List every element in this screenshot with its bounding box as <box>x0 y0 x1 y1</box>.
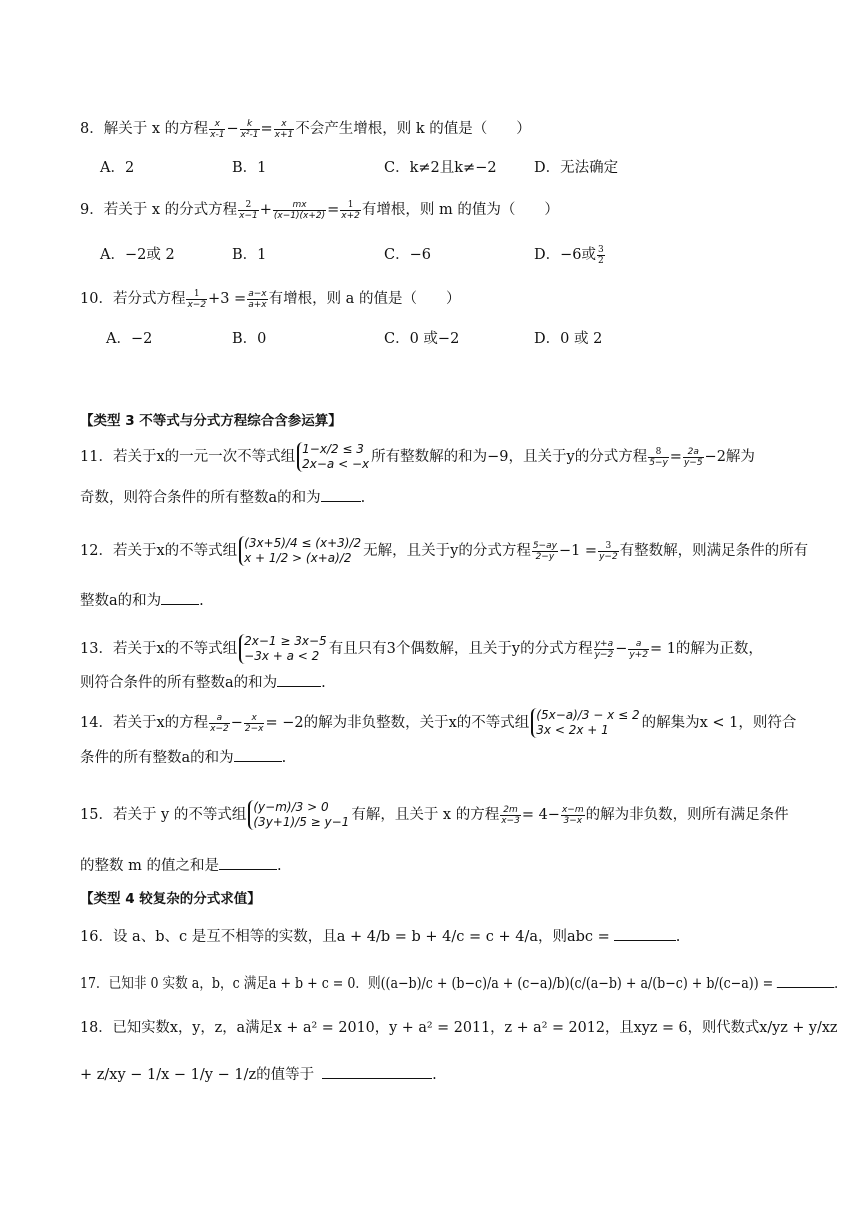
question-13: 13．若关于x的不等式组 2x−1 ≥ 3x−5 −3x + a < 2 有且只有3个偶数解，且关于y的分式方程 $\frac{y+a}{y-2}$ − $\frac{a}{y+2}$ = 1的解为正数， <box>80 634 763 663</box>
q13-inequality-system: 2x−1 ≥ 3x−5 −3x + a < 2 <box>239 634 327 664</box>
q8-prefix: 8．解关于 x 的方程 <box>80 121 209 137</box>
question-16: 16．设 a、b、c 是互不相等的实数，且a + 4/b = b + 4/c = c + 4/a，则abc = . <box>80 926 680 948</box>
q15-answer-blank[interactable] <box>219 855 277 870</box>
question-8: 8．解关于 x 的方程 $\frac{x}{x-1}$ − $\frac{k}{\text{x²-1}}$ = $\frac{x}{x+1}$ 不会产生增根，则 k 的值是（ ） <box>80 118 531 140</box>
question-14-line2: 条件的所有整数a的和为 . <box>80 747 286 769</box>
q13-answer-blank[interactable] <box>277 672 321 687</box>
q8-option-b[interactable]: B．1 <box>232 160 267 176</box>
q9-option-a[interactable]: A．−2或 2 <box>100 247 175 263</box>
question-14: 14．若关于x的方程 $\frac{a}{x-2}$ − $\frac{x}{2-x}$ = −2的解为非负整数，关于x的不等式组 (5x−a)/3 − x ≤ 2 3x < 2x + 1 的解集为x < 1，则符合 <box>80 708 797 737</box>
q9-fraction-2: $\frac{mx}{(x-1)(x+2)}$ <box>273 199 326 221</box>
q11-inequality-system: 1−x/2 ≤ 3 2x−a < −x <box>297 442 369 472</box>
q9-option-d[interactable]: D．−6或 $\frac{3}{2}$ <box>534 244 604 266</box>
q13-fraction-1: $\frac{y+a}{y-2}$ <box>594 638 614 660</box>
q14-answer-blank[interactable] <box>234 747 282 762</box>
q10-option-c[interactable]: C．0 或−2 <box>384 331 460 347</box>
question-12: 12．若关于x的不等式组 (3x+5)/4 ≤ (x+3)/2 x + 1/2 > (x+a)/2 无解，且关于y的分式方程 $\frac{5-ay}{2-y}$ −1 = $\frac{3}{y-2}$ 有整数解，则满足条件的所有 <box>80 536 809 565</box>
question-10: 10．若分式方程 $\frac{1}{x-2}$ +3 = $\frac{a-x}{a+x}$ 有增根，则 a 的值是（ ） <box>80 288 461 310</box>
q14-inequality-system: (5x−a)/3 − x ≤ 2 3x < 2x + 1 <box>531 708 639 738</box>
q15-fraction-2: $\frac{x-m}{3-x}$ <box>561 804 584 826</box>
q9-fraction-1: $\frac{2}{x-1}$ <box>239 199 258 221</box>
q9-option-c[interactable]: C．−6 <box>384 247 431 263</box>
q11-fraction-1: $\frac{8}{5-y}$ <box>649 446 668 468</box>
question-11: 11．若关于x的一元一次不等式组 1−x/2 ≤ 3 2x−a < −x 所有整数解的和为−9，且关于y的分式方程 $\frac{8}{5-y}$ = $\frac{2a}{y-5}$ −2解为 <box>80 442 755 471</box>
question-13-line2: 则符合条件的所有整数a的和为 . <box>80 672 326 694</box>
q11-fraction-2: $\frac{2a}{y-5}$ <box>683 446 703 468</box>
q8-suffix: 不会产生增根，则 k 的值是（ ） <box>295 121 531 137</box>
q15-fraction-1: $\frac{2m}{x-3}$ <box>501 804 520 826</box>
question-11-line2: 奇数，则符合条件的所有整数a的和为 . <box>80 487 365 509</box>
q8-fraction-3: $\frac{x}{x+1}$ <box>274 118 294 140</box>
q14-fraction-2: $\frac{x}{2-x}$ <box>244 712 264 734</box>
q15-inequality-system: (y−m)/3 > 0 (3y+1)/5 ≥ y−1 <box>248 800 349 830</box>
q8-option-d[interactable]: D．无法确定 <box>534 160 619 176</box>
q9-option-b[interactable]: B．1 <box>232 247 267 263</box>
question-17: 17．已知非 0 实数 a，b，c 满足a + b + c = 0．则((a−b)/c + (b−c)/a + (c−a)/b)(c/(a−b) + a/(b−c) + b/(c−a)) = . <box>80 973 838 995</box>
q13-fraction-2: $\frac{a}{y+2}$ <box>629 638 648 660</box>
question-18-line2: + z/xy − 1/x − 1/y − 1/z的值等于 . <box>80 1064 437 1086</box>
q10-fraction-1: $\frac{1}{x-2}$ <box>187 288 207 310</box>
q12-fraction-1: $\frac{5-ay}{2-y}$ <box>532 540 557 562</box>
question-12-line2: 整数a的和为 . <box>80 590 204 612</box>
q11-answer-blank[interactable] <box>321 487 361 502</box>
question-15: 15．若关于 y 的不等式组 (y−m)/3 > 0 (3y+1)/5 ≥ y−1 有解，且关于 x 的方程 $\frac{2m}{x-3}$ = 4− $\frac{x-m}{3-x}$ 的解为非负数，则所有满足条件 <box>80 800 789 829</box>
q10-fraction-2: $\frac{a-x}{a+x}$ <box>248 288 267 310</box>
q17-answer-blank[interactable] <box>777 973 834 988</box>
q9-option-d-fraction: $\frac{3}{2}$ <box>598 244 604 266</box>
q8-fraction-1: $\frac{x}{x-1}$ <box>210 118 225 140</box>
question-9: 9．若关于 x 的分式方程 $\frac{2}{x-1}$ + $\frac{mx}{(x-1)(x+2)}$ = $\frac{1}{x+2}$ 有增根，则 m 的值为（ ） <box>80 199 559 221</box>
q12-answer-blank[interactable] <box>161 590 199 605</box>
q8-option-c[interactable]: C．k≠2且k≠−2 <box>384 160 497 176</box>
q12-fraction-2: $\frac{3}{y-2}$ <box>599 540 618 562</box>
q9-fraction-3: $\frac{1}{x+2}$ <box>341 199 360 221</box>
q8-fraction-2: $\frac{k}{\text{x²-1}}$ <box>240 118 259 140</box>
q8-option-a[interactable]: A．2 <box>100 160 135 176</box>
question-15-line2: 的整数 m 的值之和是 . <box>80 855 282 877</box>
section-heading-type3: 【类型 3 不等式与分式方程综合含参运算】 <box>80 413 342 429</box>
q12-inequality-system: (3x+5)/4 ≤ (x+3)/2 x + 1/2 > (x+a)/2 <box>239 536 361 566</box>
q10-option-a[interactable]: A．−2 <box>106 331 153 347</box>
q18-answer-blank[interactable] <box>322 1064 432 1079</box>
question-18: 18．已知实数x，y，z，a满足x + a² = 2010，y + a² = 2011，z + a² = 2012，且xyz = 6，则代数式x/yz + y/xz <box>80 1020 838 1036</box>
q10-option-d[interactable]: D．0 或 2 <box>534 331 603 347</box>
q16-answer-blank[interactable] <box>614 926 676 941</box>
section-heading-type4: 【类型 4 较复杂的分式求值】 <box>80 891 261 907</box>
q14-fraction-1: $\frac{a}{x-2}$ <box>210 712 229 734</box>
q10-option-b[interactable]: B．0 <box>232 331 267 347</box>
